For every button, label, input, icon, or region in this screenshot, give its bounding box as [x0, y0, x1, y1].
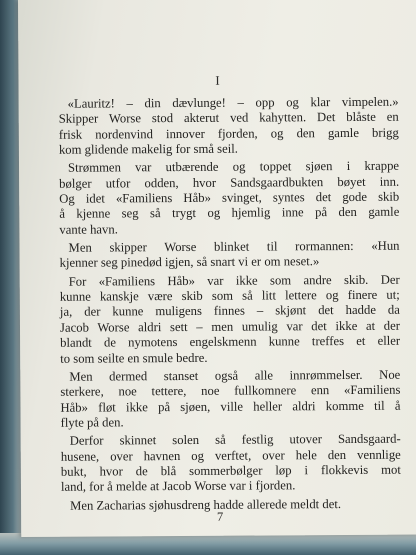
text-line: husene, over havnen og verftet, over hele den vennlige [60, 447, 401, 464]
text-line: kunne kanskje være skib som så litt lettere og finere ut; [59, 287, 400, 304]
text-line: kom glidende makelig for små seil. [58, 141, 238, 157]
paragraph [60, 272, 401, 366]
text-line: Strømmen var utbærende og toppet sjøen i krappe [67, 159, 400, 176]
text-line: Men Zacharias sjøhusdreng hadde allerede meldt det. [70, 496, 342, 513]
text-line: Derfor skinnet solen så festlig utover Sandsgaard- [69, 431, 401, 448]
chapter-number: I [215, 72, 220, 88]
paragraph [59, 95, 399, 158]
book-page [18, 0, 416, 537]
text-line: bølger utfor odden, hvor Sandsgaardbukten bøyet inn. [59, 174, 400, 191]
text-line: blandt de nymotens engelskmenn kunne treffes et eller [60, 333, 401, 350]
text-line: bukt, hvor de blå sommerbølger løp i flokkevis mot [60, 462, 401, 479]
text-line: Men dermed stanset også alle innrømmelser. Noe [69, 367, 401, 384]
paragraph [60, 368, 400, 431]
text-line: Håb» fløt ikke på sjøen, ville heller aldri komme til å [60, 398, 401, 415]
text-line: ja, der kunne muligens finnes – skjønt det hadde da [59, 303, 400, 320]
text-line: sterkere, noe tettere, noe fullkomnere enn «Familiens [60, 382, 401, 399]
text-line: flyte på den. [60, 415, 124, 430]
text-line: Og idet «Familiens Håb» svinget, syntes det gode skib [59, 189, 400, 206]
text-line: Skipper Worse stod akterut ved kahytten. Det blåste en [58, 110, 399, 127]
page-number: 7 [216, 509, 224, 524]
body-text [59, 95, 402, 517]
text-line: land, for å melde at Jacob Worse var i fjorden. [60, 478, 296, 494]
text-line: For «Familiens Håb» var ikke som andre skib. Der [68, 272, 400, 289]
paragraph [59, 239, 399, 272]
paragraph [61, 432, 401, 495]
text-line: kjenner seg pinedød igjen, så snart vi er om neset.» [59, 254, 320, 271]
text-line: «Lauritz! – din dævlunge! – opp og klar vimpelen.» [67, 94, 399, 111]
text-line: å kjenne seg så trygt og hjemlig inne på den gamle [59, 205, 400, 222]
text-line: frisk nordenvind innover fjorden, og den gamle brigg [58, 125, 399, 142]
text-line: Jacob Worse aldri sett – men umulig var det ikke at der [59, 318, 401, 335]
text-line: to som seilte en smule bedre. [60, 350, 208, 366]
text-line: vante havn. [59, 222, 118, 237]
paragraph [59, 159, 399, 238]
text-line: Men skipper Worse blinket til rormannen: «Hun [68, 238, 400, 255]
